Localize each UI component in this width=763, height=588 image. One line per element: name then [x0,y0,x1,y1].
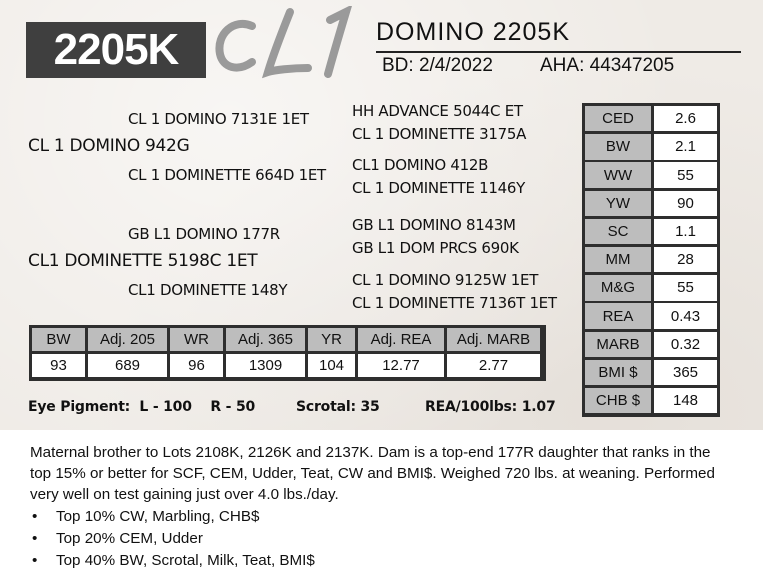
rea-per-100lbs: REA/100lbs: 1.07 [425,399,556,415]
name-underline [376,51,741,53]
pedigree-sire-sire: CL 1 DOMINO 7131E 1ET [128,110,309,128]
epd-label: MM [585,247,651,272]
pedigree-dam-dam-sire: CL 1 DOMINO 9125W 1ET [352,271,539,289]
performance-table [29,325,546,381]
lot-number: 2205K [53,25,179,74]
performance-header: BW [32,328,85,351]
epd-row [585,303,717,328]
epd-label: MARB [585,332,651,357]
epd-label: CHB $ [585,388,651,413]
performance-header: Adj. REA [358,328,444,351]
animal-name: DOMINO 2205K [376,18,571,46]
bullet-text: Top 10% CW, Marbling, CHB$ [56,508,260,525]
epd-table [582,103,720,417]
pedigree-dam-sire-dam: GB L1 DOM PRCS 690K [352,239,519,257]
epd-label: BW [585,134,651,159]
performance-value: 2.77 [447,354,540,377]
scrotal: Scrotal: 35 [296,399,380,415]
pedigree-dam-dam: CL1 DOMINETTE 148Y [128,281,288,299]
epd-label: YW [585,191,651,216]
pedigree-sire-sire-sire: HH ADVANCE 5044C ET [352,102,523,120]
epd-value: 1.1 [654,219,717,244]
performance-header: WR [170,328,223,351]
epd-row [585,275,717,300]
performance-values-row [32,354,543,377]
epd-value: 2.1 [654,134,717,159]
eye-pigment: Eye Pigment: L - 100 R - 50 [28,399,256,415]
epd-row [585,191,717,216]
notes-bullets [30,506,735,572]
performance-header: Adj. 365 [226,328,305,351]
epd-label: M&G [585,275,651,300]
epd-row [585,360,717,385]
epd-value: 0.43 [654,303,717,328]
bullet-text: Top 20% CEM, Udder [56,530,203,547]
pedigree-sire-dam: CL 1 DOMINETTE 664D 1ET [128,166,326,184]
aha-registration: AHA: 44347205 [540,55,675,76]
epd-value: 365 [654,360,717,385]
performance-value: 1309 [226,354,305,377]
epd-label: REA [585,303,651,328]
epd-value: 55 [654,162,717,187]
bullet-text: Top 40% BW, Scrotal, Milk, Teat, BMI$ [56,552,315,569]
pedigree-sire: CL 1 DOMINO 942G [28,136,190,156]
lot-number-badge [26,22,206,78]
epd-value: 148 [654,388,717,413]
bullet-icon: • [32,530,38,547]
epd-value: 55 [654,275,717,300]
bullet-icon: • [32,552,38,569]
pedigree-sire-dam-dam: CL 1 DOMINETTE 1146Y [352,179,525,197]
performance-header: YR [308,328,355,351]
list-item [32,550,735,572]
notes-paragraph: Maternal brother to Lots 2108K, 2126K and 2137K. Dam is a top-end 177R daughter that ranks in the top 15% or better for SCF, CEM, Udder, Teat, CW and BMI$. Weighed 720 lbs. at weaning. Performed very well on test gaining just over 4.0 lbs./day. [30,444,715,503]
pedigree-dam-sire: GB L1 DOMINO 177R [128,225,280,243]
epd-row [585,388,717,413]
epd-label: BMI $ [585,360,651,385]
epd-row [585,332,717,357]
epd-row [585,247,717,272]
performance-value: 96 [170,354,223,377]
performance-header: Adj. 205 [88,328,167,351]
pedigree-sire-sire-dam: CL 1 DOMINETTE 3175A [352,125,527,143]
epd-value: 90 [654,191,717,216]
epd-label: SC [585,219,651,244]
cl1-logo [212,6,362,80]
notes-panel [0,430,763,588]
epd-row [585,134,717,159]
pedigree-dam-dam-dam: CL 1 DOMINETTE 7136T 1ET [352,294,557,312]
epd-row [585,162,717,187]
list-item [32,506,735,528]
bullet-icon: • [32,508,38,525]
pedigree-sire-dam-sire: CL1 DOMINO 412B [352,156,489,174]
epd-label: CED [585,106,651,131]
pedigree-dam: CL1 DOMINETTE 5198C 1ET [28,251,258,271]
epd-value: 2.6 [654,106,717,131]
epd-value: 28 [654,247,717,272]
performance-header-row [32,328,543,351]
epd-row [585,219,717,244]
pedigree-dam-sire-sire: GB L1 DOMINO 8143M [352,216,516,234]
birth-date: BD: 2/4/2022 [382,55,493,76]
epd-value: 0.32 [654,332,717,357]
epd-row [585,106,717,131]
list-item [32,528,735,550]
performance-value: 93 [32,354,85,377]
performance-header: Adj. MARB [447,328,540,351]
epd-label: WW [585,162,651,187]
performance-value: 104 [308,354,355,377]
performance-value: 689 [88,354,167,377]
performance-value: 12.77 [358,354,444,377]
